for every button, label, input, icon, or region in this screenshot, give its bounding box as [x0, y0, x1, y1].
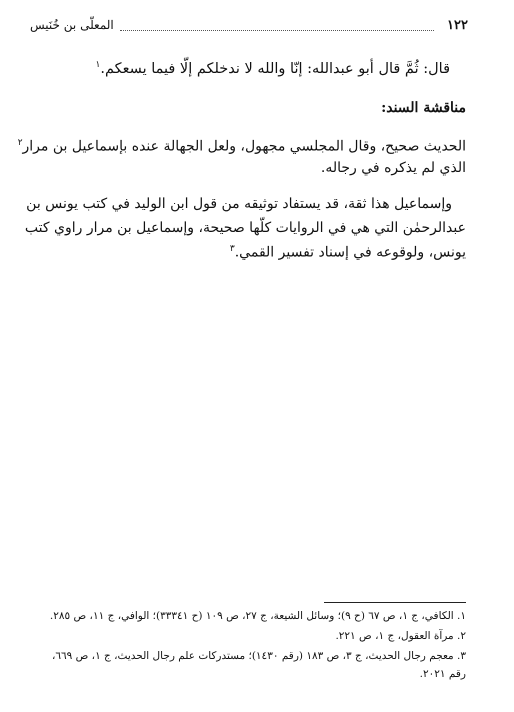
footnote-3: ٣. معجم رجال الحديث، ج ٣، ص ١٨٣ (رقم ١٤٣٠)؛ مستدركات علم رجال الحديث، ج ١، ص ٦٦٩، — [51, 650, 466, 662]
footnote-3-continuation: رقم ٢٠٢١. — [419, 668, 466, 680]
footnote-1: ١. الكافي، ج ١، ص ٦٧ (ح ٩)؛ وسائل الشيعة، ج ٢٧، ص ١٠٩ (ح ٣٣٣٤١)؛ الوافي، ج ١١، ص ٢٨٥. — [49, 610, 466, 622]
paragraph-2-line-3 — [230, 244, 466, 261]
paragraph-2-text: يونس، ولوقوعه في إسناد تفسير القمي. — [234, 244, 466, 261]
quote-text: قال: ثُمَّ قال أبو عبدالله: إنّا والله لا ندخلكم إلّا فيما يسعكم. — [100, 60, 450, 77]
page-header — [30, 18, 468, 38]
footnote-separator — [324, 602, 466, 603]
section-heading: مناقشة السند: — [381, 100, 466, 116]
footnote-2: ٢. مرآة العقول، ج ١، ص ٢٢١. — [335, 630, 466, 642]
paragraph-1-line-2: الذي لم يذكره في رجاله. — [320, 160, 466, 176]
footnote-marker-1[interactable]: ١ — [95, 60, 101, 70]
footnote-marker-3[interactable]: ٣ — [229, 244, 235, 254]
running-title: المعلّى بن خُنَيس — [30, 18, 114, 32]
header-dotted-leader — [120, 30, 434, 31]
paragraph-2-line-1: وإسماعيل هذا ثقة، قد يستفاد توثيقه من قول ابن الوليد في كتب يونس بن — [26, 196, 452, 212]
footnote-marker-2[interactable]: ٢ — [17, 138, 23, 148]
page-number: ١٢٢ — [447, 18, 468, 33]
paragraph-1-line-1 — [18, 138, 466, 155]
quote-line — [96, 60, 450, 77]
paragraph-2-line-2: عبدالرحمٰن التي هي في الروايات كلّها صحيحة، وإسماعيل بن مرار راوي كتب — [24, 220, 466, 236]
paragraph-1-text: الحديث صحيح، وقال المجلسي مجهول، ولعل الجهالة عنده بإسماعيل بن مرار — [22, 138, 466, 155]
